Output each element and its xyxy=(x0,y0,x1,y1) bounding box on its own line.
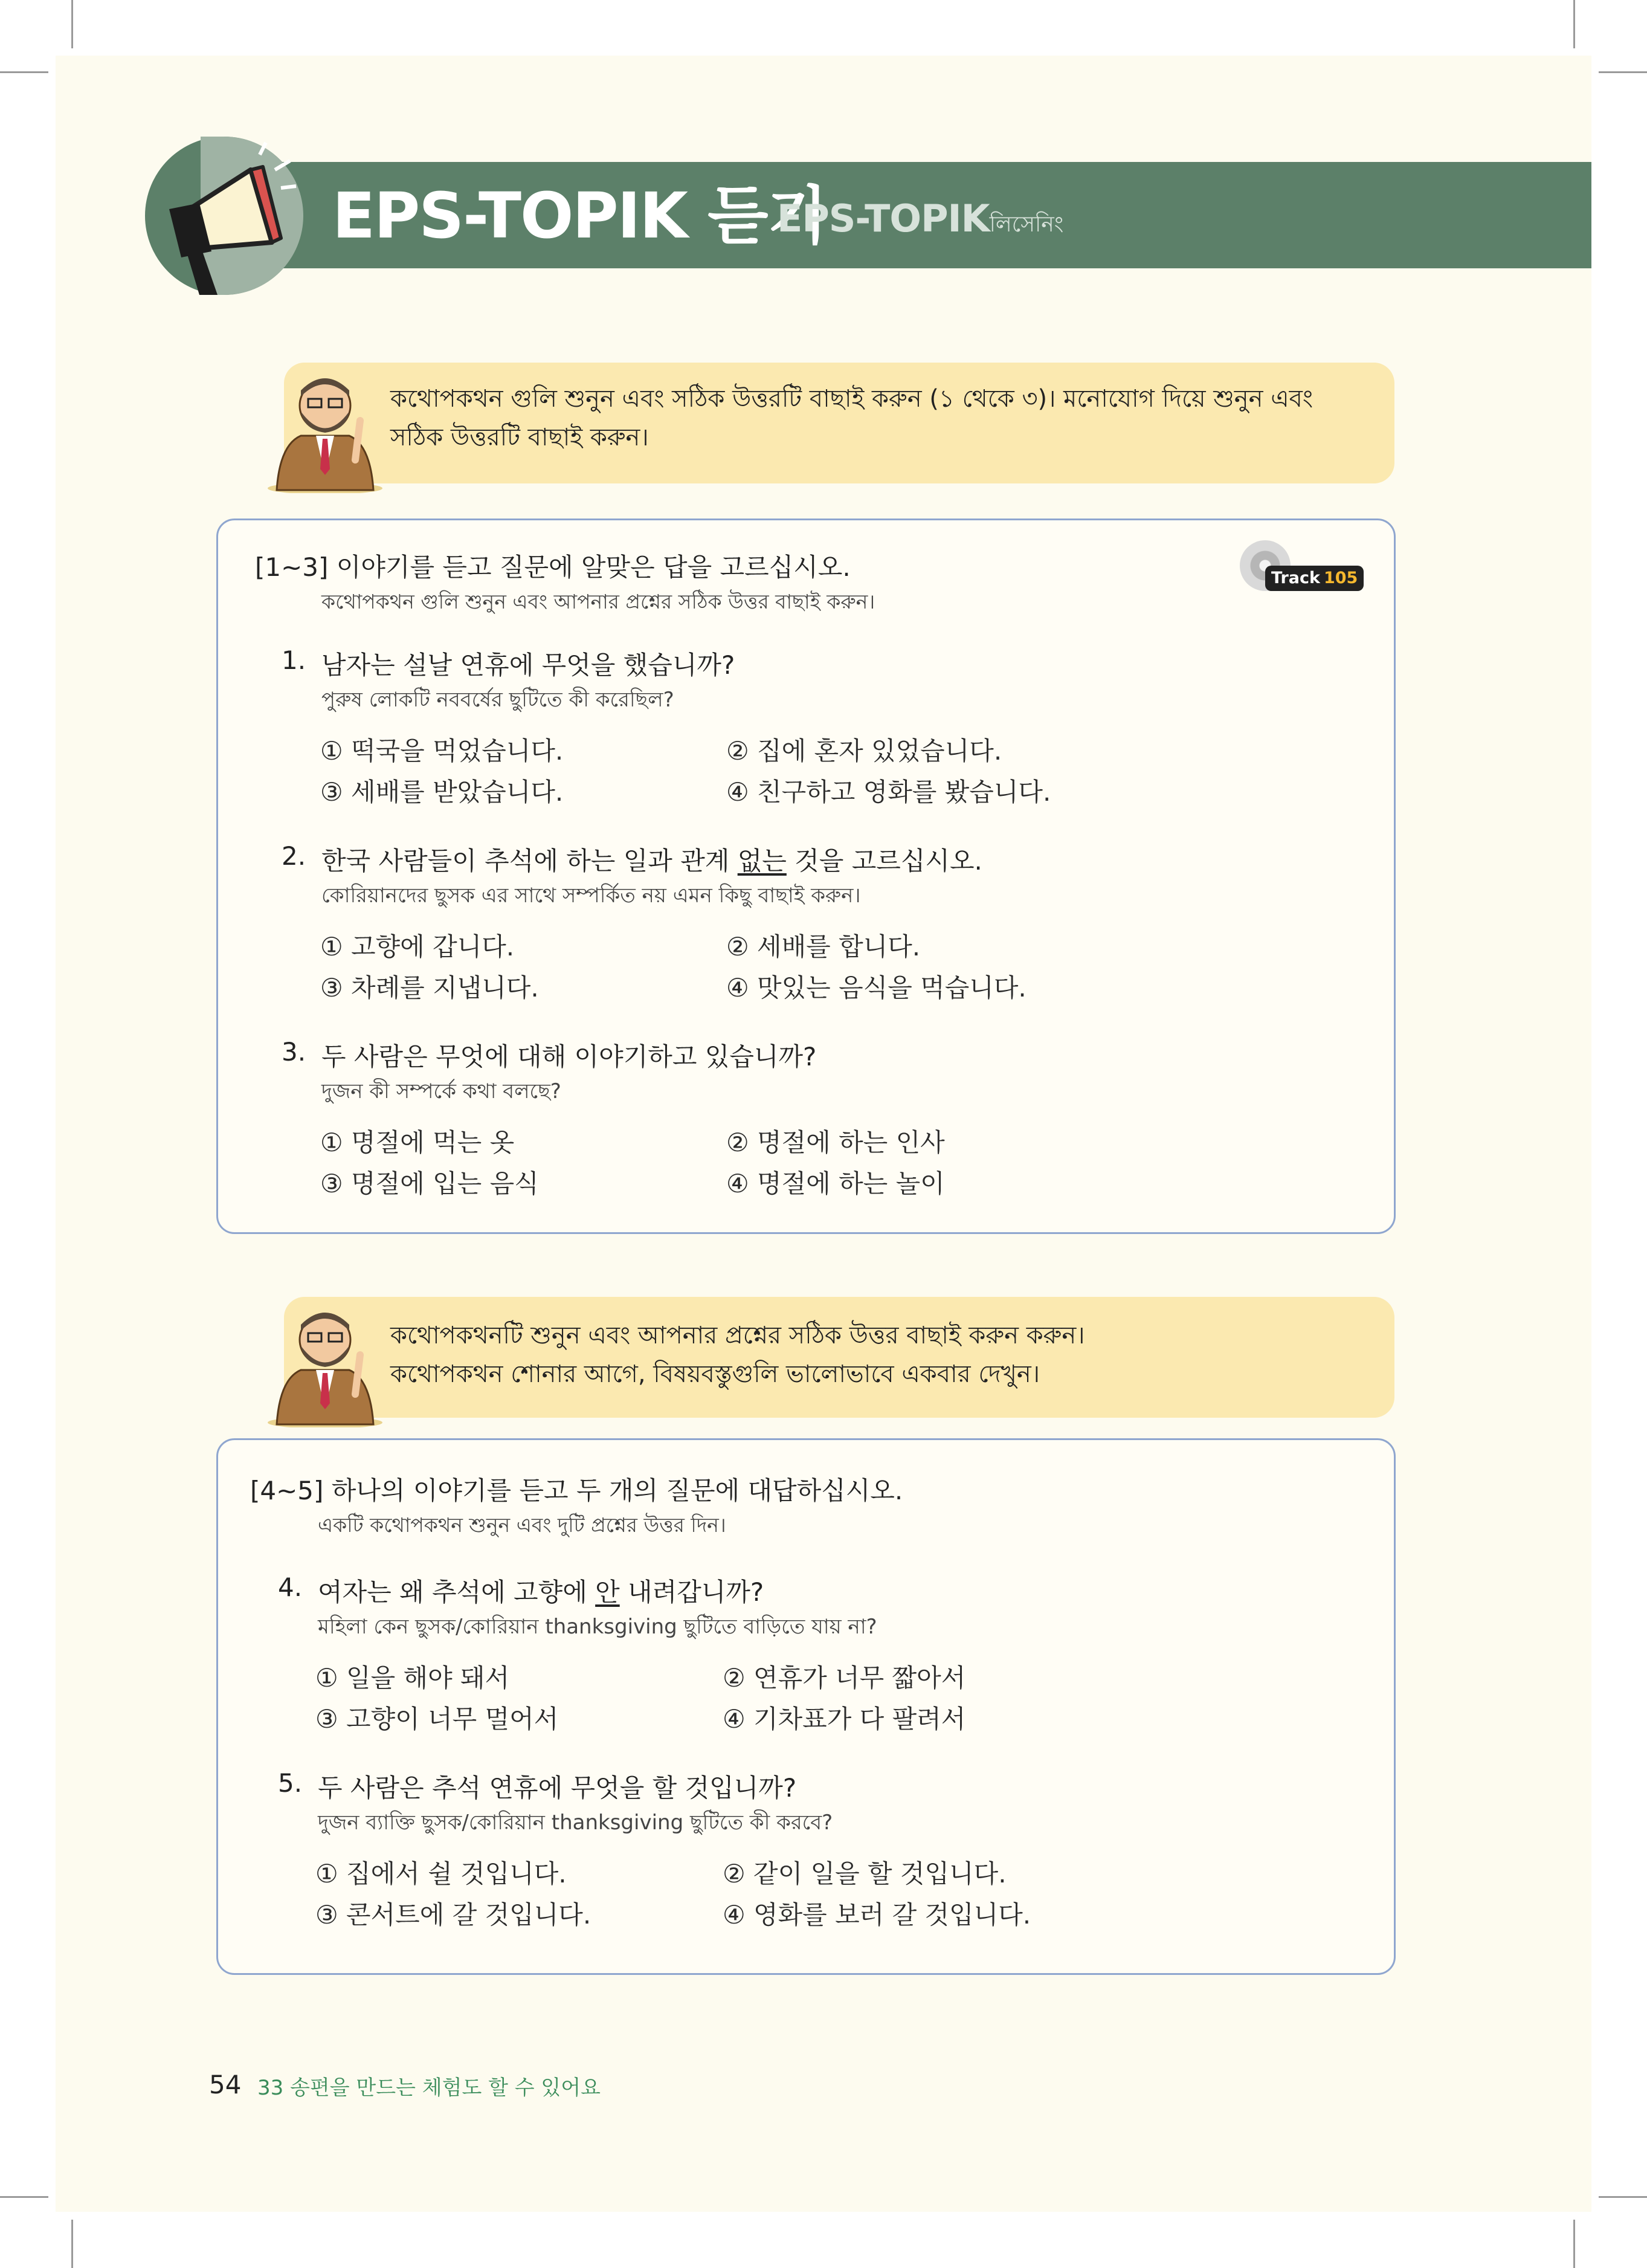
q4-option-3[interactable]: ③ 고향이 너무 멀어서 xyxy=(315,1704,559,1734)
crop-mark xyxy=(1573,0,1575,48)
teacher-icon xyxy=(265,354,385,493)
question-2-text xyxy=(321,841,982,877)
q4-option-1[interactable]: ① 일을 해야 돼서 xyxy=(315,1663,510,1693)
question-5-text: 두 사람은 추석 연휴에 무엇을 할 것입니까? xyxy=(318,1773,797,1803)
q1-option-3[interactable]: ③ 세배를 받았습니다. xyxy=(320,777,564,807)
question-4-text-end: 내려갑니까? xyxy=(619,1577,764,1607)
question-number: 2. xyxy=(282,841,306,871)
page-subtitle xyxy=(777,189,1063,249)
crop-mark xyxy=(0,2196,48,2198)
q2-option-2[interactable]: ② 세배를 합니다. xyxy=(726,932,921,961)
footer-caption: 33 송편을 만드는 체험도 할 수 있어요 xyxy=(257,2076,601,2100)
question-number: 4. xyxy=(278,1572,303,1602)
crop-mark xyxy=(71,0,73,48)
crop-mark xyxy=(0,71,48,73)
teacher-icon xyxy=(265,1288,385,1427)
question-4-emphasis: 안 xyxy=(595,1577,620,1607)
section-2-heading: [4~5] 하나의 이야기를 듣고 두 개의 질문에 대답하십시오. xyxy=(250,1476,903,1505)
q3-option-2[interactable]: ② 명절에 하는 인사 xyxy=(726,1128,945,1157)
section-1-heading: [1~3] 이야기를 듣고 질문에 알맞은 답을 고르십시오. xyxy=(255,552,851,582)
question-3-translation: দুজন কী সম্পর্কে কথা বলছে? xyxy=(321,1079,561,1103)
section-2-subheading: একটি কথোপকথন শুনুন এবং দুটি প্রশ্নের উত্তর দিন। xyxy=(318,1513,726,1537)
instruction-1-line-2: সঠিক উত্তরটি বাছাই করুন। xyxy=(390,424,649,451)
question-number: 5. xyxy=(278,1768,303,1798)
instruction-1-line-1: কথোপকথন গুলি শুনুন এবং সঠিক উত্তরটি বাছাই করুন (১ থেকে ৩)। মনোযোগ দিয়ে শুনুন এবং xyxy=(390,385,1313,413)
question-4-text xyxy=(318,1572,764,1609)
question-2-text-end: 것을 고르십시오. xyxy=(786,846,982,876)
q2-option-1[interactable]: ① 고향에 갑니다. xyxy=(320,932,515,961)
q1-option-1[interactable]: ① 떡국을 먹었습니다. xyxy=(320,736,564,766)
q3-option-3[interactable]: ③ 명절에 입는 음식 xyxy=(320,1169,539,1198)
q5-option-3[interactable]: ③ 콘서트에 갈 것입니다. xyxy=(315,1900,591,1930)
question-5-translation: দুজন ব্যাক্তি ছুসক/কোরিয়ান thanksgiving ছুটিতে কী করবে? xyxy=(318,1811,833,1835)
q1-option-4[interactable]: ④ 친구하고 영화를 봤습니다. xyxy=(726,777,1051,807)
track-badge[interactable] xyxy=(1265,566,1364,591)
question-1-translation: পুরুষ লোকটি নববর্ষের ছুটিতে কী করেছিল? xyxy=(321,688,674,712)
megaphone-icon xyxy=(145,137,303,295)
q3-option-1[interactable]: ① 명절에 먹는 옷 xyxy=(320,1128,515,1157)
q4-option-4[interactable]: ④ 기차표가 다 팔려서 xyxy=(723,1704,966,1734)
question-2-translation: কোরিয়ানদের ছুসক এর সাথে সম্পর্কিত নয় এমন কিছু বাছাই করুন। xyxy=(321,884,861,908)
question-4-translation: মহিলা কেন ছুসক/কোরিয়ান thanksgiving ছুটিতে বাড়িতে যায় না? xyxy=(318,1615,877,1639)
question-4-text-start: 여자는 왜 추석에 고향에 xyxy=(318,1577,596,1607)
question-number: 3. xyxy=(282,1037,306,1067)
section-1-subheading: কথোপকথন গুলি শুনুন এবং আপনার প্রশ্নের সঠিক উত্তর বাছাই করুন। xyxy=(321,590,875,613)
crop-mark xyxy=(1573,2220,1575,2268)
page-title: EPS-TOPIK 듣기 xyxy=(332,179,827,253)
q5-option-1[interactable]: ① 집에서 쉴 것입니다. xyxy=(315,1859,567,1888)
track-number: 105 xyxy=(1323,569,1358,587)
q1-option-2[interactable]: ② 집에 혼자 있었습니다. xyxy=(726,736,1002,766)
subtitle-small: লিসেনিং xyxy=(989,212,1064,237)
question-1-text: 남자는 설날 연휴에 무엇을 했습니까? xyxy=(321,650,735,680)
instruction-2-line-2: কথোপকথন শোনার আগে, বিষয়বস্তুগুলি ভালোভাবে একবার দেখুন। xyxy=(390,1360,1040,1388)
q3-option-4[interactable]: ④ 명절에 하는 놀이 xyxy=(726,1169,945,1198)
crop-mark xyxy=(1599,2196,1647,2198)
q4-option-2[interactable]: ② 연휴가 너무 짧아서 xyxy=(723,1663,966,1693)
page-number: 54 xyxy=(209,2070,242,2099)
question-3-text: 두 사람은 무엇에 대해 이야기하고 있습니까? xyxy=(321,1042,817,1071)
instruction-2-line-1: কথোপকথনটি শুনুন এবং আপনার প্রশ্নের সঠিক উত্তর বাছাই করুন করুন। xyxy=(390,1322,1085,1349)
subtitle-main: EPS-TOPIK xyxy=(777,196,990,241)
q5-option-4[interactable]: ④ 영화를 보러 갈 것입니다. xyxy=(723,1900,1031,1930)
q2-option-4[interactable]: ④ 맛있는 음식을 먹습니다. xyxy=(726,973,1027,1003)
q5-option-2[interactable]: ② 같이 일을 할 것입니다. xyxy=(723,1859,1007,1888)
question-number: 1. xyxy=(282,645,306,675)
crop-mark xyxy=(1599,71,1647,73)
track-label: Track xyxy=(1271,569,1320,587)
question-2-emphasis: 없는 xyxy=(737,846,787,876)
q2-option-3[interactable]: ③ 차례를 지냅니다. xyxy=(320,973,539,1003)
question-2-text-start: 한국 사람들이 추석에 하는 일과 관계 xyxy=(321,846,738,876)
crop-mark xyxy=(71,2220,73,2268)
